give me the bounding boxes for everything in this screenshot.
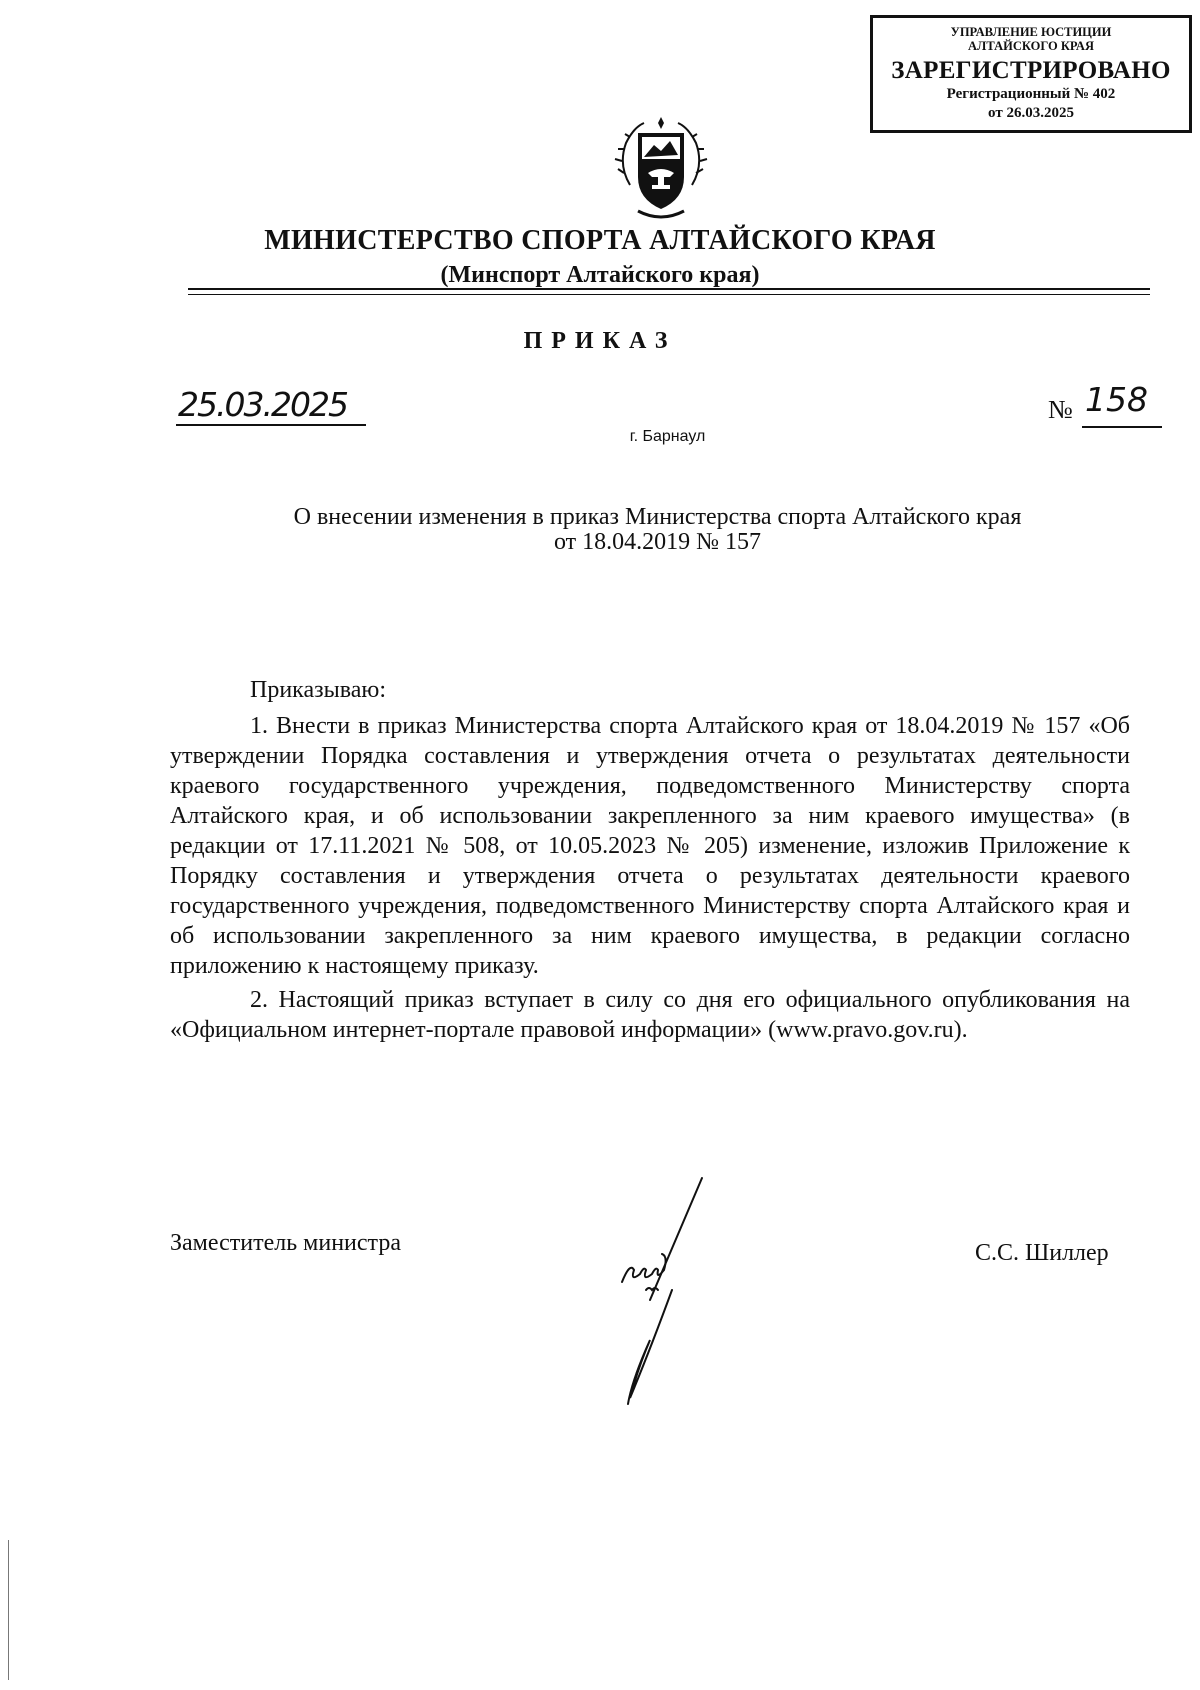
registration-stamp bbox=[870, 15, 1192, 133]
number-sign: № bbox=[1048, 395, 1073, 424]
body-item-1: 1. Внести в приказ Министерства спорта Алтайского края от 18.04.2019 № 157 «Об утверждении Порядка составления и утверждения отчета о результатах деятельности краевого государственного учреждения, подведомственного Министерству спорта Алтайского края, и об использовании закрепленного за ним краевого имущества» (в редакции от 17.11.2021 № 508, от 10.05.2023 № 205) изменение, изложив Приложение к Порядку составления и утверждения отчета о результатах деятельности краевого государственного учреждения, подведомственного Министерству спорта Алтайского края и об использовании закрепленного за ним краевого имущества, в редакции согласно приложению к настоящему приказу. bbox=[170, 713, 1130, 979]
date-underline bbox=[176, 424, 366, 426]
ministry-short-name: (Минспорт Алтайского края) bbox=[440, 262, 760, 288]
handwritten-signature-icon bbox=[610, 1170, 770, 1410]
order-date: 25.03.2025 bbox=[178, 385, 347, 424]
coat-of-arms-icon bbox=[612, 115, 710, 223]
stamp-org-line1: УПРАВЛЕНИЕ ЮСТИЦИИ bbox=[950, 25, 1112, 39]
stamp-org-line2: АЛТАЙСКОГО КРАЯ bbox=[968, 39, 1094, 53]
margin-mark bbox=[8, 1540, 9, 1680]
body-item-2: 2. Настоящий приказ вступает в силу со дня его официального опубликования на «Официальном интернет-портале правовой информации» (www.pravo.gov.ru). bbox=[170, 987, 1130, 1043]
order-title-line2: от 18.04.2019 № 157 bbox=[553, 529, 762, 555]
signer-name: С.С. Шиллер bbox=[975, 1240, 1109, 1266]
ministry-name: МИНИСТЕРСТВО СПОРТА АЛТАЙСКОГО КРАЯ bbox=[264, 225, 936, 256]
signer-role: Заместитель министра bbox=[170, 1230, 401, 1256]
city: г. Барнаул bbox=[629, 428, 706, 445]
order-number: 158 bbox=[1085, 380, 1148, 419]
order-title bbox=[230, 505, 1085, 555]
header-rule-thin bbox=[188, 294, 1150, 295]
stamp-reg-number: Регистрационный № 402 bbox=[946, 86, 1116, 102]
order-title-line1: О внесении изменения в приказ Министерства спорта Алтайского края bbox=[293, 504, 1022, 530]
stamp-status: ЗАРЕГИСТРИРОВАНО bbox=[891, 57, 1171, 84]
header-rule bbox=[188, 288, 1150, 290]
stamp-reg-date: от 26.03.2025 bbox=[988, 105, 1074, 121]
document-type: ПРИКАЗ bbox=[523, 328, 677, 354]
body-intro: Приказываю: bbox=[250, 677, 386, 703]
order-body bbox=[170, 675, 1130, 1045]
